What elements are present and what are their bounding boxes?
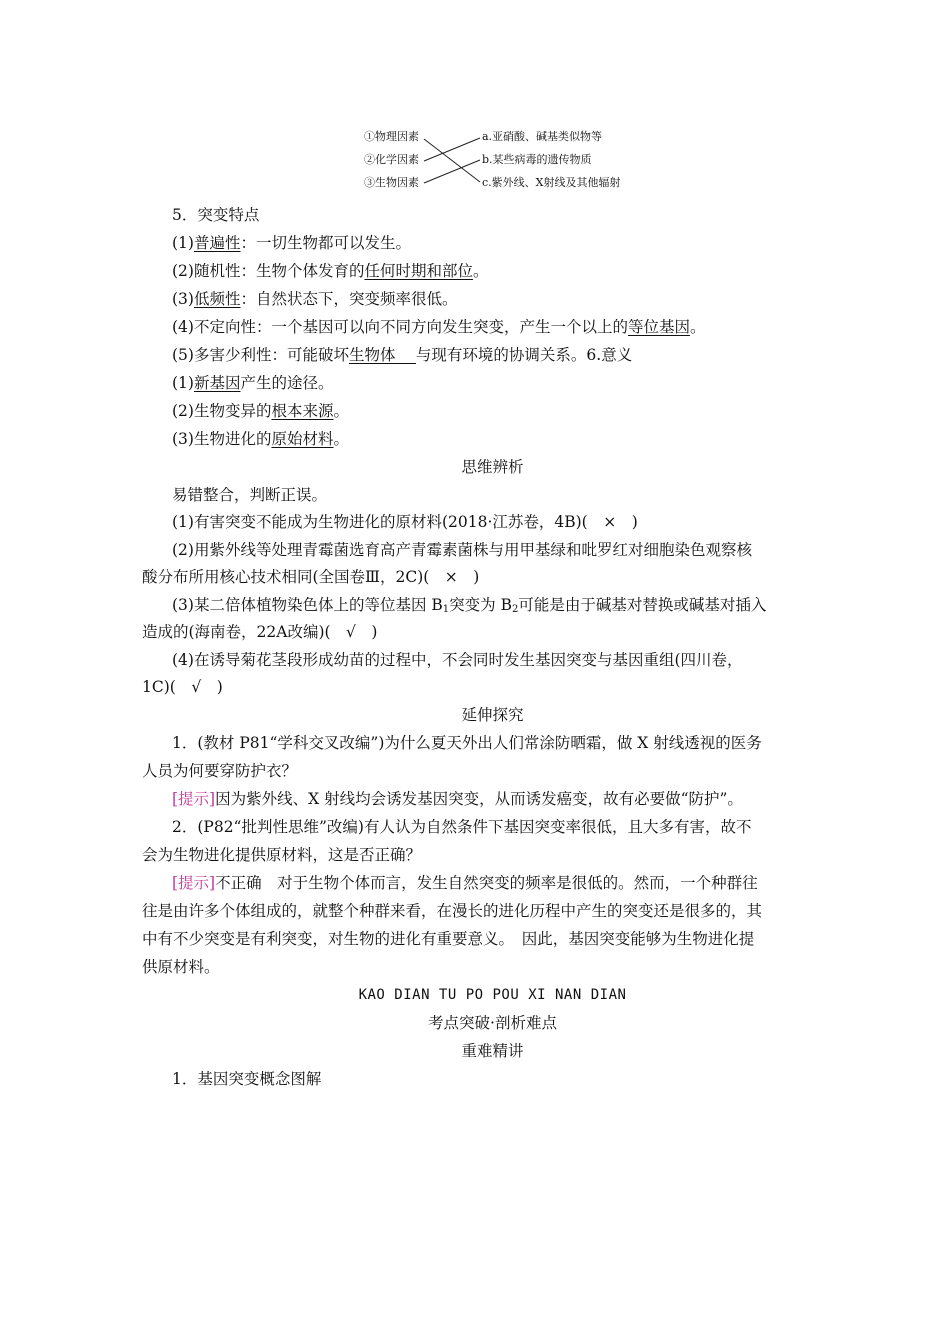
- explore-answer-2-line2: 往是由许多个体组成的，就整个种群来看，在漫长的进化历程中产生的突变还是很多的，其: [142, 902, 763, 920]
- explore-question-2-line1: 2．(P82“批判性思维”改编)有人认为自然条件下基因突变率很低，且大多有害，故不: [172, 818, 752, 836]
- significance-1: (1)新基因产生的途径。: [172, 374, 334, 392]
- explore-question-1-line1: 1．(教材 P81“学科交叉改编”)为什么夏天外出人们常涂防晒霜，做 X 射线透视的医务: [172, 734, 762, 752]
- section-subtitle: 重难精讲: [461, 1042, 524, 1060]
- feature-mostly-harmful: (5)多害少利性：可能破坏生物体 与现有环境的协调关系。6.意义: [172, 346, 633, 364]
- feature-universality: (1)普遍性：一切生物都可以发生。: [172, 234, 411, 252]
- explore-question-1-line2: 人员为何要穿防护衣？: [142, 762, 298, 780]
- judge-question-3-line2: 造成的(海南卷，22A改编)( √ ): [142, 623, 378, 641]
- example-b: b.某些病毒的遗传物质: [482, 153, 592, 166]
- feature-randomness: (2)随机性：生物个体发育的任何时期和部位。: [172, 262, 489, 280]
- explore-answer-2-line4: 供原材料。: [142, 958, 220, 976]
- explore-question-2-line2: 会为生物进化提供原材料，这是否正确？: [142, 846, 422, 864]
- factor-biological: ③生物因素: [364, 176, 419, 189]
- factor-chemical: ②化学因素: [364, 153, 419, 166]
- explore-answer-2-line1: [提示]不正确 对于生物个体而言，发生自然突变的频率是很低的。然而，一个种群往: [172, 874, 758, 892]
- example-a: a.亚硝酸、碱基类似物等: [482, 130, 603, 143]
- judge-question-4-line2: 1C)( √ ): [142, 678, 223, 696]
- judge-question-4-line1: (4)在诱导菊花茎段形成幼苗的过程中，不会同时发生基因突变与基因重组(四川卷，: [172, 651, 743, 669]
- hint-label: [提示]: [172, 874, 216, 892]
- explore-answer-2-line3: 中有不少突变是有利突变，对生物的进化有重要意义。 因此，基因突变能够为生物进化提: [142, 930, 755, 948]
- feature-nondirectional: (4)不定向性：一个基因可以向不同方向发生突变，产生一个以上的等位基因。: [172, 318, 706, 336]
- mutation-factors-diagram: [362, 126, 632, 192]
- explore-answer-1: [提示]因为紫外线、X 射线均会诱发基因突变，从而诱发癌变，故有必要做“防护”。: [172, 790, 743, 808]
- judge-question-2-line1: (2)用紫外线等处理青霉菌选育高产青霉素菌株与用甲基绿和吡罗红对细胞染色观察核: [172, 541, 752, 559]
- siwei-intro: 易错整合，判断正误。: [172, 486, 328, 504]
- feature-low-frequency: (3)低频性：自然状态下，突变频率很低。: [172, 290, 458, 308]
- yanshen-heading: 延伸探究: [461, 706, 524, 724]
- judge-question-2-line2: 酸分布所用核心技术相同(全国卷Ⅲ，2C)( × ): [142, 568, 480, 586]
- siwei-heading: 思维辨析: [461, 458, 524, 476]
- judge-question-1: (1)有害突变不能成为生物进化的原材料(2018·江苏卷，4B)( × ): [172, 513, 638, 531]
- significance-3: (3)生物进化的原始材料。: [172, 430, 349, 448]
- section-pinyin-title: KAO DIAN TU PO POU XI NAN DIAN: [358, 987, 627, 1003]
- section-title: 考点突破·剖析难点: [428, 1014, 557, 1032]
- significance-2: (2)生物变异的根本来源。: [172, 402, 349, 420]
- judge-question-3-line1: (3)某二倍体植物染色体上的等位基因 $B_1$突变为 $B_2$可能是由于碱基对替换或碱基对插入: [172, 596, 767, 615]
- factor-physical: ①物理因素: [364, 130, 419, 143]
- hint-label: [提示]: [172, 790, 216, 808]
- example-c: c.紫外线、X射线及其他辐射: [482, 176, 621, 189]
- section-5-title: 5．突变特点: [172, 206, 260, 224]
- concept-item-1: 1．基因突变概念图解: [172, 1070, 322, 1088]
